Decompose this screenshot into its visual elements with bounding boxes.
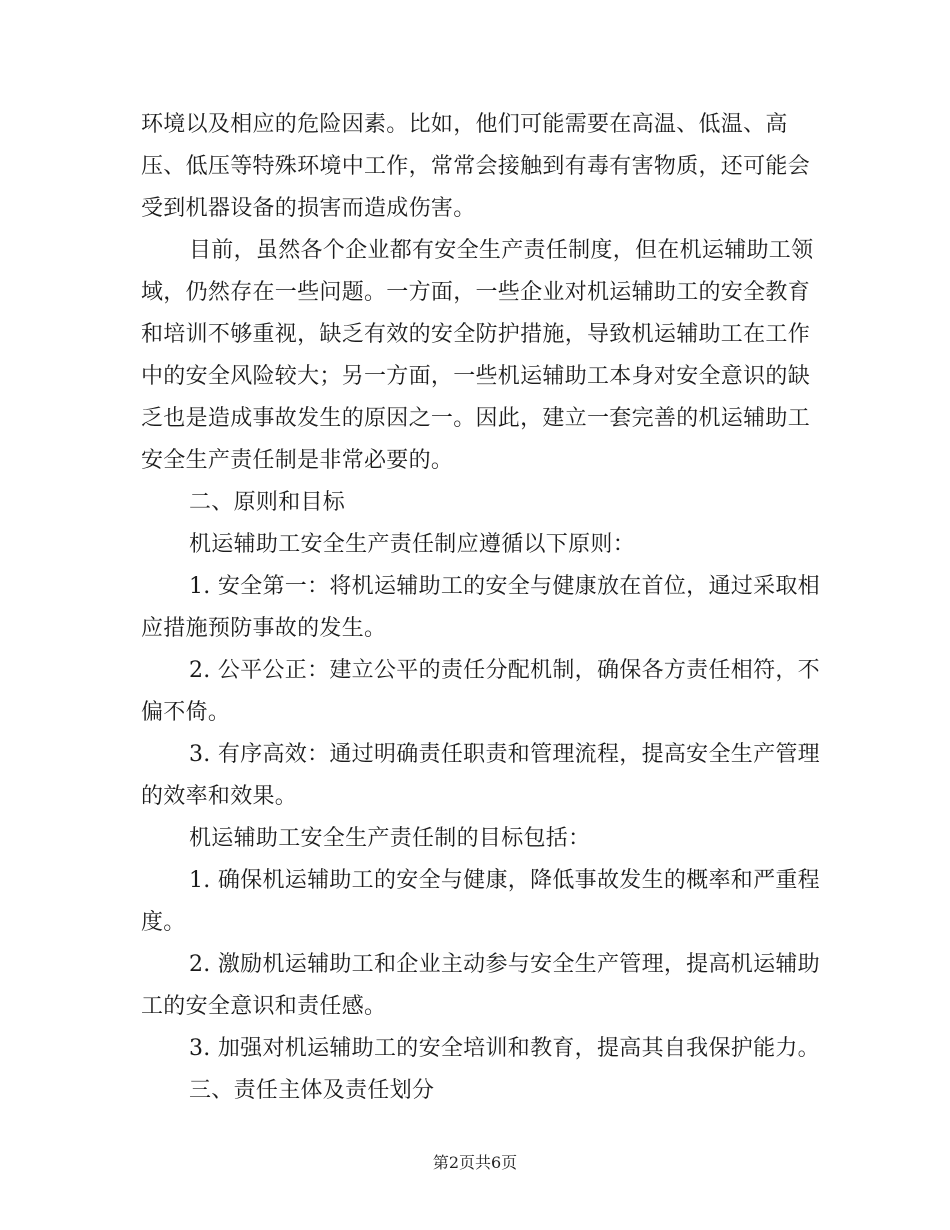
paragraph-line: 乏也是造成事故发生的原因之一。因此，建立一套完善的机运辅助工 — [141, 406, 811, 431]
list-item-line: 的效率和效果。 — [141, 784, 298, 809]
section-heading: 三、责任主体及责任划分 — [189, 1078, 435, 1103]
list-item-line: 2. 公平公正：建立公平的责任分配机制，确保各方责任相符，不 — [189, 658, 820, 683]
paragraph-line: 和培训不够重视，缺乏有效的安全防护措施，导致机运辅助工在工作 — [141, 322, 811, 347]
paragraph-line: 域，仍然存在一些问题。一方面，一些企业对机运辅助工的安全教育 — [141, 280, 811, 305]
paragraph-line: 环境以及相应的危险因素。比如，他们可能需要在高温、低温、高 — [141, 112, 788, 137]
paragraph-line: 目前，虽然各个企业都有安全生产责任制度，但在机运辅助工领 — [189, 238, 814, 263]
paragraph-line: 受到机器设备的损害而造成伤害。 — [141, 196, 476, 221]
paragraph-line: 安全生产责任制是非常必要的。 — [141, 448, 454, 473]
list-item-line: 2. 激励机运辅助工和企业主动参与安全生产管理，提高机运辅助 — [189, 952, 820, 977]
paragraph-line: 中的安全风险较大；另一方面，一些机运辅助工本身对安全意识的缺 — [141, 364, 811, 389]
paragraph-line: 机运辅助工安全生产责任制的目标包括： — [189, 826, 591, 851]
list-item-line: 1. 确保机运辅助工的安全与健康，降低事故发生的概率和严重程 — [189, 868, 820, 893]
list-item-line: 偏不倚。 — [141, 700, 231, 725]
paragraph-line: 机运辅助工安全生产责任制应遵循以下原则： — [189, 532, 636, 557]
list-item-line: 3. 有序高效：通过明确责任职责和管理流程，提高安全生产管理 — [189, 742, 820, 767]
list-item-line: 工的安全意识和责任感。 — [141, 994, 387, 1019]
list-item-line: 3. 加强对机运辅助工的安全培训和教育，提高其自我保护能力。 — [189, 1036, 820, 1061]
page-number: 第2页共6页 — [432, 1153, 518, 1172]
paragraph-line: 压、低压等特殊环境中工作，常常会接触到有毒有害物质，还可能会 — [141, 154, 811, 179]
section-heading: 二、原则和目标 — [189, 490, 346, 515]
list-item-line: 度。 — [141, 910, 186, 935]
list-item-line: 应措施预防事故的发生。 — [141, 616, 387, 641]
list-item-line: 1. 安全第一：将机运辅助工的安全与健康放在首位，通过采取相 — [189, 574, 820, 599]
